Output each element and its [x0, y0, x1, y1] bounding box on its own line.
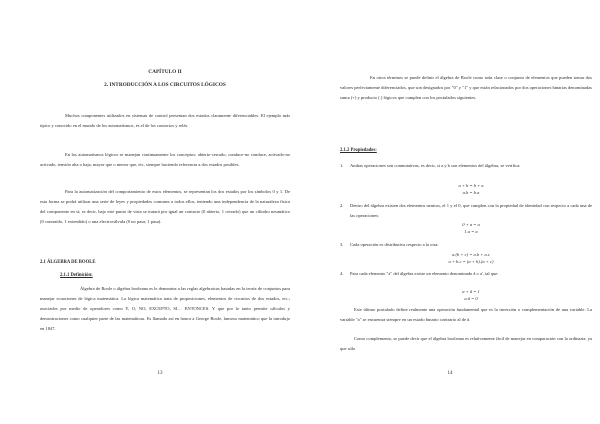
property-number: 3. — [340, 242, 344, 247]
formula-line: a.(b + c) = a.b + a.c — [452, 252, 490, 257]
property-text: Dentro del álgebra existen dos elementos neutros, el 1 y el 0, que cumplen con la propiedad de identidad con respecto a cada una de las operaciones: — [350, 203, 592, 218]
subsection-heading-definition: 2.1.1 Definición: — [60, 273, 93, 278]
chapter-label: CAPÍTULO II — [148, 69, 182, 75]
formula-line: 0 + a = a — [462, 222, 480, 227]
subsection-heading-properties: 2.1.2 Propiedades: — [340, 148, 377, 153]
formula-line: a + b.c = (a + b).(a + c) — [448, 259, 494, 264]
property-text: Cada operación es distributiva respecto a la otra: — [350, 242, 439, 247]
formula-line: a + â = 1 — [462, 289, 480, 294]
formula-line: a + b = b + a — [458, 183, 484, 188]
property-number: 1. — [340, 163, 344, 168]
left-paragraph-2: En los automatismos lógicos se manejan continuamente los conceptos: abierto-cerrado, conduce-no conduce, activado-no activado, tensión alta o baja, mayor que o menor que, etc, siempre haciendo referencia a dos estados posibles. — [40, 152, 290, 167]
page-number: 14 — [447, 371, 453, 376]
right-page — [300, 0, 600, 424]
left-paragraph-1: Muchos componentes utilizados en sistemas de control presentan dos estados claramente diferenciables. El ejemplo más típico y conocido en el mundo de los automatismos, es el de los contactos y relés. — [40, 113, 290, 128]
closing-paragraph-1: Este último postulado define realmente una operación fundamental que es la inversión o complementación de una variable. La variable "a" se encuentra siempre en un estado binario contrario al de â. — [340, 307, 592, 322]
section-heading: 2.1 ÁLGEBRA DE BOOLE — [40, 260, 96, 265]
property-text: Ambas operaciones son conmutativas, es decir, si a y b son elementos del álgebra, se verifica: — [350, 163, 521, 168]
property-number: 2. — [340, 203, 344, 208]
formula-line: a.b = b.a — [462, 190, 480, 195]
property-number: 4. — [340, 271, 344, 276]
page-number: 13 — [157, 371, 163, 376]
property-text: Para cada elemento "a" del álgebra existe un elemento denominado â o a', tal que: — [350, 271, 499, 276]
left-paragraph-3: Para la automatización del comportamiento de estos elementos, se representan los dos estados por los símbolos 0 y 1. De esta forma se podrá utilizar una serie de leyes y propiedades comunes a todos ellos, teniendo una independencia de la naturaleza física del componente en sí; es decir, bajo este punto de vista se tratará por igual un contacto (0 abierto, 1 cerrado) que un cilindro neumático (0 contraído, 1 extendido) o una electroválvula (0 no pasa, 1 pasa). — [40, 189, 290, 224]
formula-line: 1.a = a — [464, 229, 478, 234]
closing-paragraph-2: Como complemento, se puede decir que el álgebra booleana es relativamente fácil de manejar en comparación con la ordinaria, ya que sólo — [340, 336, 592, 351]
right-intro-paragraph: En otros términos se puede definir el álgebra de Boole como toda clase o conjunto de elementos que pueden tomar dos valores perfectamente diferenciados, que son designados por "0" y "1" y que están relacionados por dos operaciones binarias denominadas suma (+) y producto (.) lógicos que cumplen con los postulados siguientes. — [340, 75, 592, 100]
chapter-title: 2. INTRODUCCIÓN A LOS CIRCUITOS LÓGICOS — [104, 82, 226, 88]
definition-paragraph: Álgebra de Boole o álgebra booleana es le denomina a las reglas algebraicas basadas en la teoría de conjuntos para manejar ecuaciones de lógica matemática. La lógica matemática trata de proposiciones, elementos de circuitos de dos estados, etc.; asociados por medio de operadores como Y, O, NO, EXCEPTO, SI… ENTONCES. Y que por lo tanto permite cálculos y demostraciones como cualquier parte de las matemáticas. Es llamado así en honor a George Boole, famoso matemático que la introdujo en 1847. — [40, 286, 290, 331]
formula-line: a.â = 0 — [464, 296, 478, 301]
